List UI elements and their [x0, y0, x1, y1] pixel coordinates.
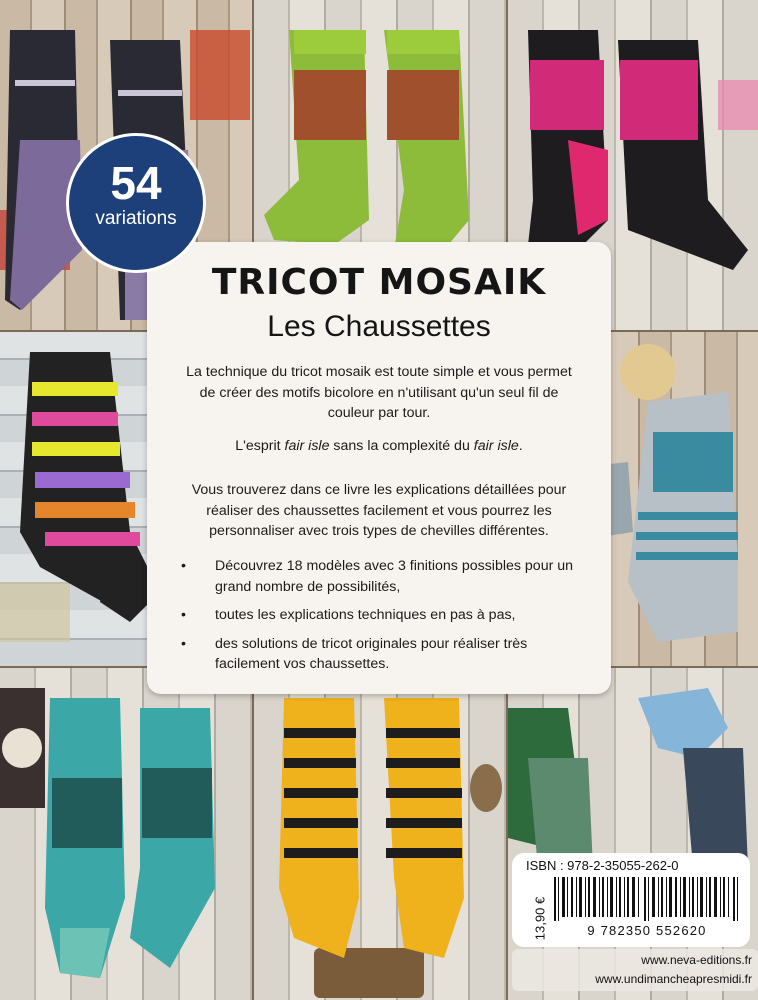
barcode-card	[512, 853, 750, 947]
description-paragraph: Vous trouverez dans ce livre les explications détaillées pour réaliser des chaussettes facilement et vous pourrez les personnaliser avec trois types de chevilles différentes.	[191, 482, 567, 539]
book-title: TRICOT MOSAIK	[211, 262, 547, 303]
price-label: 13,90 €	[532, 896, 548, 941]
photo-yellow-black-socks	[254, 668, 506, 1000]
barcode-icon	[554, 877, 740, 921]
feature-list	[181, 556, 589, 683]
variations-badge	[66, 133, 206, 273]
badge-label: variations	[95, 208, 177, 229]
publisher-url: www.neva-editions.fr	[641, 953, 752, 967]
barcode-digits: 9 782350 552620	[587, 923, 707, 938]
bullet-icon: •	[181, 635, 186, 652]
book-subtitle: Les Chaussettes	[267, 310, 491, 343]
badge-number: 54	[110, 157, 162, 209]
list-item: • Découvrez 18 modèles avec 3 finitions possibles pour un grand nombre de possibilités,	[181, 558, 574, 595]
list-item: • toutes les explications techniques en pas à pas,	[181, 605, 589, 626]
tagline: L'esprit fair isle sans la complexité du fair isle.	[235, 438, 523, 454]
partner-url: www.undimancheapresmidi.fr	[595, 972, 752, 986]
description-panel	[147, 242, 611, 694]
bullet-icon: •	[181, 607, 186, 623]
isbn-text: ISBN : 978-2-35055-262-0	[526, 858, 679, 873]
bullet-icon: •	[181, 558, 186, 574]
list-item: • des solutions de tricot originales pour réaliser très facilement vos chaussettes.	[181, 635, 528, 672]
intro-paragraph: La technique du tricot mosaik est toute simple et vous permet de créer des motifs bicolore en n'utilisant qu'un seul fil de couleur par tour.	[186, 364, 572, 421]
photo-teal-socks	[0, 668, 252, 1000]
